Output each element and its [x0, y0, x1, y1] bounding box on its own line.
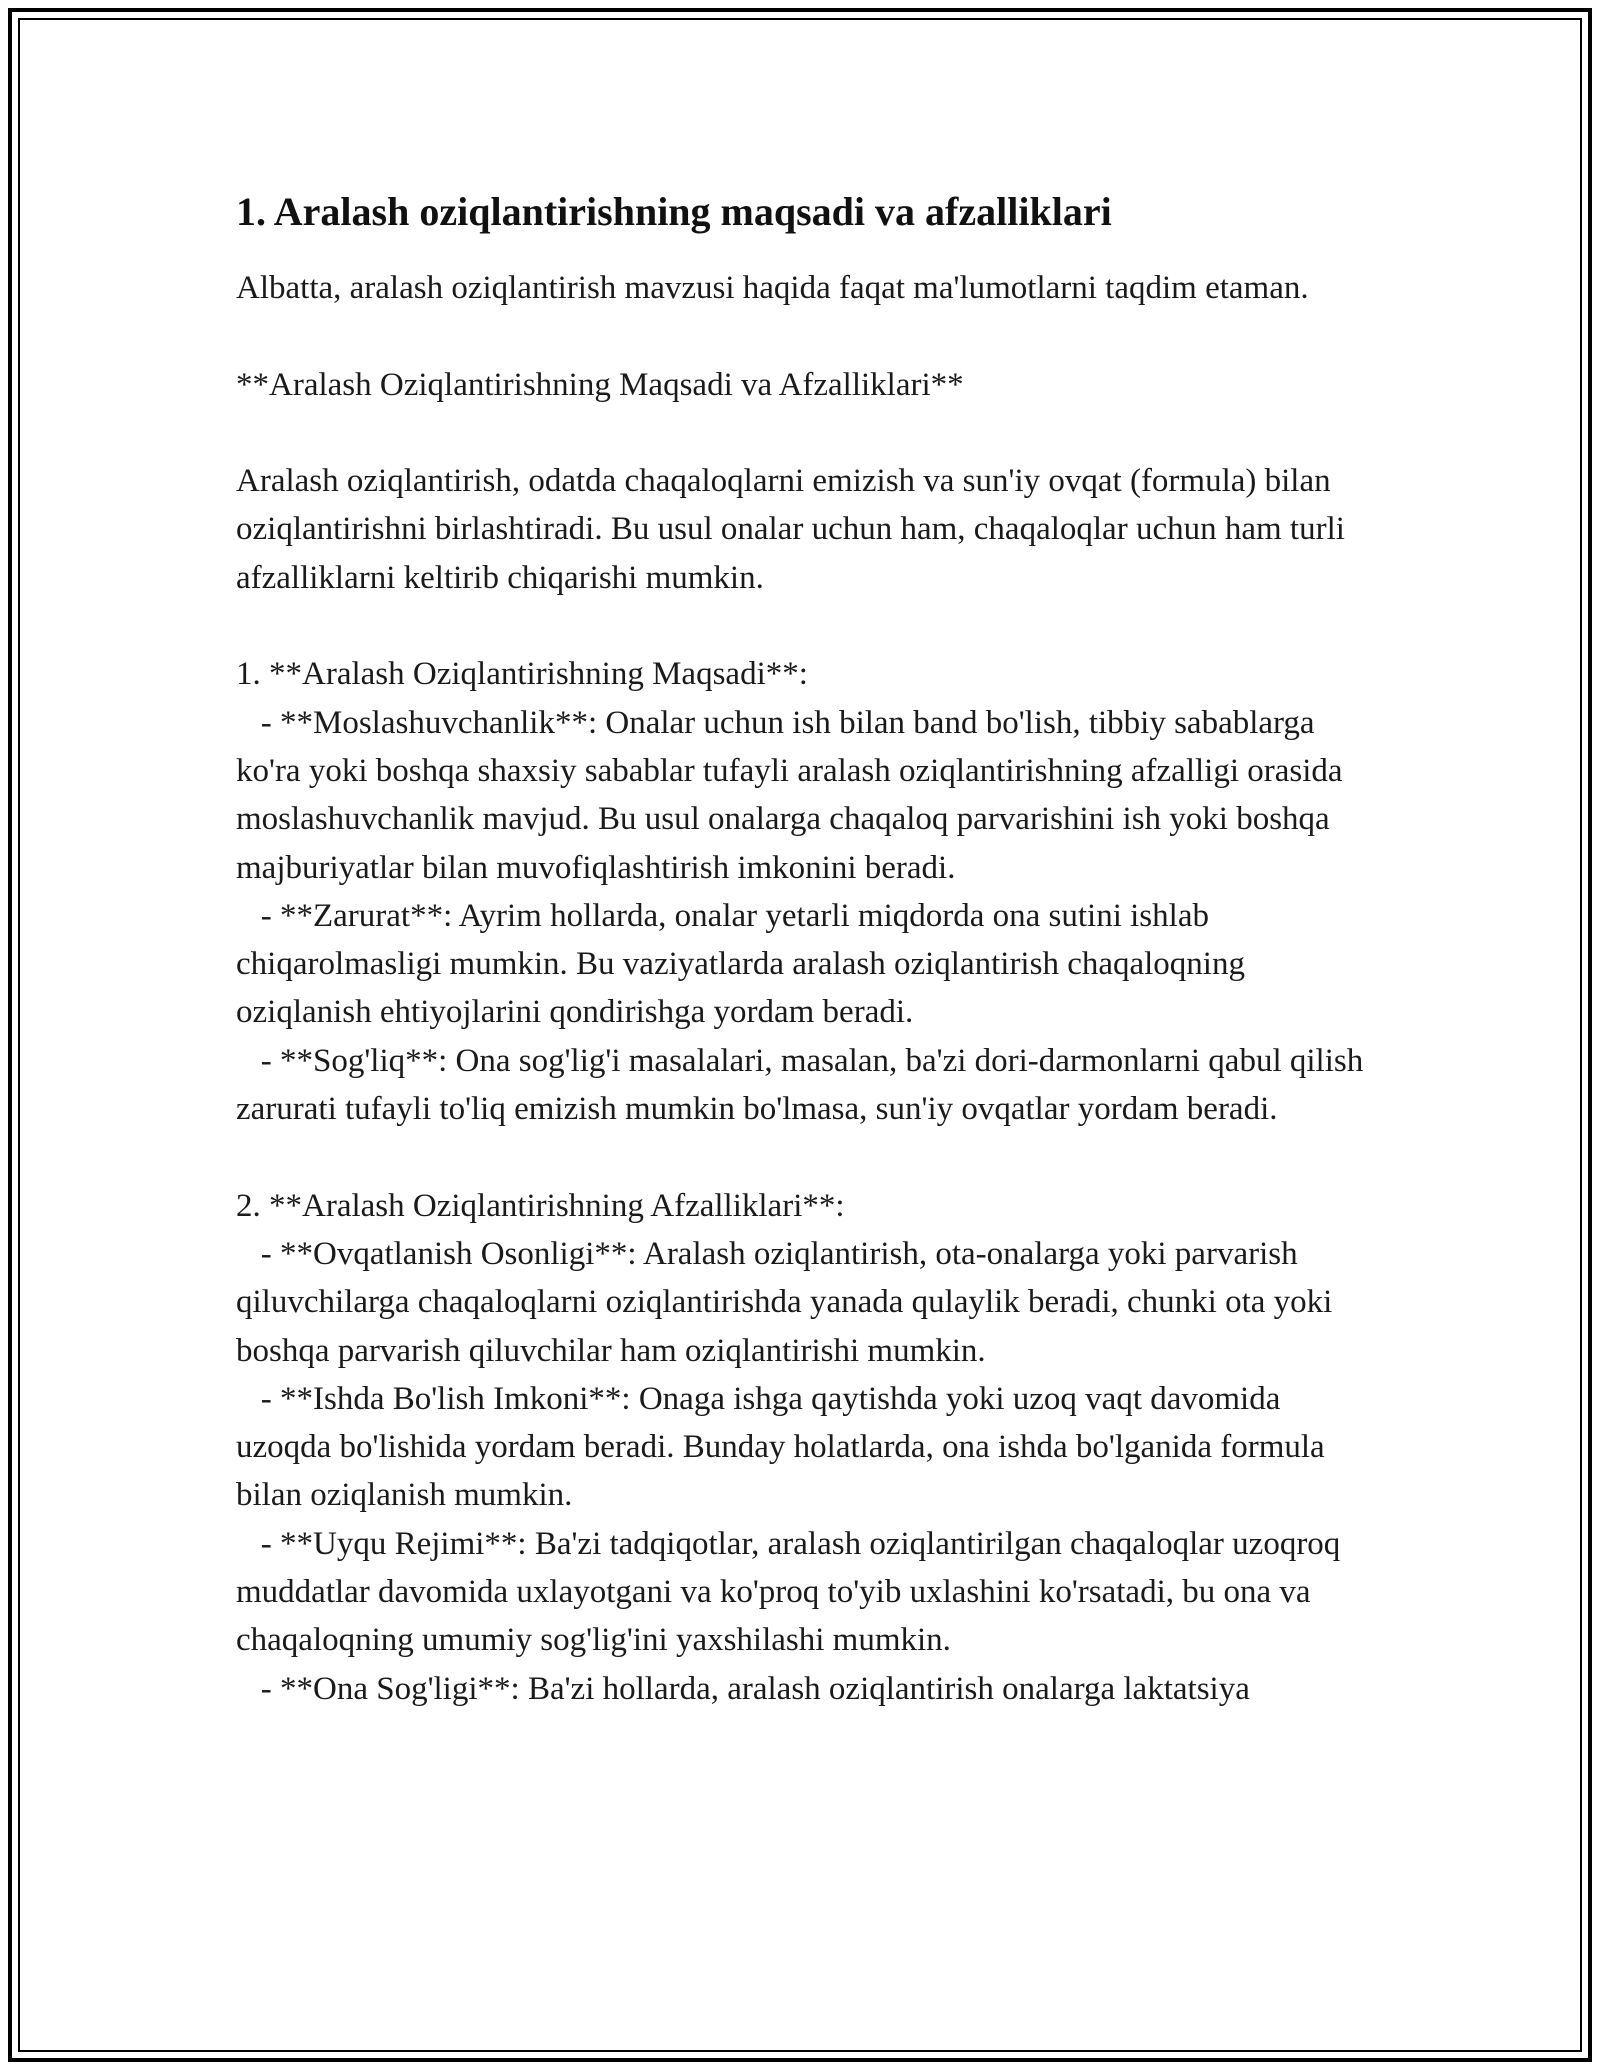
- list-item: - **Moslashuvchanlik**: Onalar uchun ish bilan band bo'lish, tibbiy sabablarga ko'ra yoki boshqa shaxsiy sabablar tufayli aralash oziqlantirishning afzalligi orasida moslashuvchanlik mavjud. Bu usul onalarga chaqaloq parvarishini ish yoki boshqa majburiyatlar bilan muvofiqlashtirish imkonini beradi.: [236, 704, 1351, 886]
- overview-paragraph: Aralash oziqlantirish, odatda chaqaloqlarni emizish va sun'iy ovqat (formula) bilan oziqlantirishni birlashtiradi. Bu usul onalar uchun ham, chaqaloqlar uchun ham turli afzalliklarni keltirib chiqarishi mumkin.: [236, 463, 1345, 596]
- subtitle-paragraph: **Aralash Oziqlantirishning Maqsadi va Afzalliklari**: [236, 366, 964, 403]
- list-item: - **Sog'liq**: Ona sog'lig'i masalalari, masalan, ba'zi dori-darmonlarni qabul qilish zarurati tufayli to'liq emizish mumkin bo'lmasa, sun'iy ovqatlar yordam beradi.: [236, 1042, 1372, 1128]
- section-benefits-title: 2. **Aralash Oziqlantirishning Afzalliklari**:: [236, 1187, 845, 1224]
- list-item: - **Ona Sog'ligi**: Ba'zi hollarda, aralash oziqlantirish onalarga laktatsiya: [236, 1670, 1250, 1707]
- section-benefits: [236, 1182, 1376, 1713]
- spacer: [236, 602, 1376, 650]
- list-item: - **Uyqu Rejimi**: Ba'zi tadqiqotlar, aralash oziqlantirilgan chaqaloqlar uzoqroq muddatlar davomida uxlayotgani va ko'proq to'yib uxlashini ko'rsatadi, bu ona va chaqaloqning umumiy sog'lig'ini yaxshilashi mumkin.: [236, 1525, 1349, 1659]
- section-heading: 1. Aralash oziqlantirishning maqsadi va afzalliklari: [236, 189, 1112, 234]
- section-purpose-title: 1. **Aralash Oziqlantirishning Maqsadi**:: [236, 656, 808, 693]
- document-body: [236, 186, 1376, 1713]
- spacer: [236, 409, 1376, 457]
- spacer: [236, 1133, 1376, 1181]
- spacer: [236, 312, 1376, 360]
- list-item: - **Ovqatlanish Osonligi**: Aralash oziqlantirish, ota-onalarga yoki parvarish qiluvchilarga chaqaloqlarni oziqlantirishda yanada qulaylik beradi, chunki ota yoki boshqa parvarish qiluvchilar ham oziqlantirishi mumkin.: [236, 1235, 1341, 1369]
- list-item: - **Zarurat**: Ayrim hollarda, onalar yetarli miqdorda ona sutini ishlab chiqarolmasligi mumkin. Bu vaziyatlarda aralash oziqlantirish chaqaloqning oziqlanish ehtiyojlarini qondirishga yordam beradi.: [236, 897, 1254, 1031]
- list-item: - **Ishda Bo'lish Imkoni**: Onaga ishga qaytishda yoki uzoq vaqt davomida uzoqda bo'lishida yordam beradi. Bunday holatlarda, ona ishda bo'lganida formula bilan oziqlanish mumkin.: [236, 1380, 1333, 1514]
- section-purpose: [236, 650, 1376, 1133]
- intro-paragraph: Albatta, aralash oziqlantirish mavzusi haqida faqat ma'lumotlarni taqdim etaman.: [236, 270, 1309, 306]
